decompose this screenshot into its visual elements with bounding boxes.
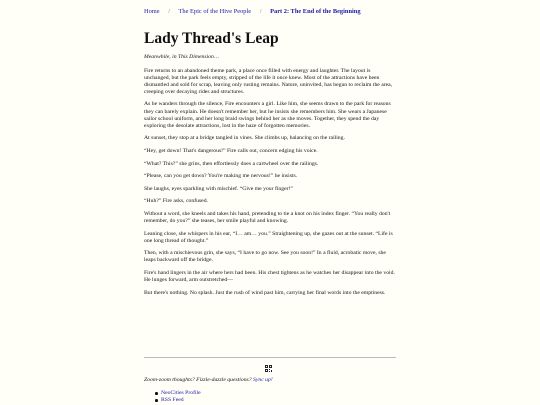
footer-links <box>155 390 201 404</box>
story-paragraph: “Please, can you get down? You're making me nervous!” he insists. <box>144 173 298 180</box>
story-paragraph: She laughs, eyes sparkling with mischief. “Give me your finger!” <box>144 185 293 192</box>
story-paragraph: “What? This?” she grins, then effortlessly does a cartwheel over the railings. <box>144 160 319 167</box>
story-paragraph: Without a word, she kneels and takes his hand, pretending to tie a knot on his index finger. “You really don't remember, do you?” she teases, her smile playful and knowing. <box>144 210 391 224</box>
story-content <box>144 54 396 302</box>
breadcrumb-separator: / <box>259 8 262 15</box>
contact-prompt-text: Zoom-zoom thoughts? Fizzle-dazzle questions? <box>144 377 252 383</box>
breadcrumb-home-link[interactable]: Home <box>144 8 160 15</box>
story-paragraph: Fire returns to an abandoned theme park, a place once filled with energy and laughter. The layout is unchanged, but the park feels empty, stripped of the life it once knew. Most of the attractions have been dismantled and sold for scrap, leaving only rusting remains. Nature, uninvited, has begun to reclaim the area, creeping over decaying rides and structures. <box>144 67 393 95</box>
footer-divider <box>144 357 396 358</box>
story-paragraph: But there's nothing. No splash. Just the rush of wind past him, carrying her final words into the emptiness. <box>144 289 386 296</box>
contact-prompt <box>144 377 273 384</box>
neocities-profile-link[interactable]: NeoCities Profile <box>161 390 201 396</box>
story-paragraph: At sunset, they stop at a bridge tangled in vines. She climbs up, balancing on the railing. <box>144 135 345 142</box>
page-title: Lady Thread's Leap <box>144 30 279 47</box>
breadcrumb-separator: / <box>168 8 171 15</box>
story-paragraph: Leaning close, she whispers in his ear, “I… am… you.” Straightening up, she gazes out at the sunset. “Life is one long thread of thought.” <box>144 230 393 244</box>
story-paragraph: “Hey, get down! That's dangerous!” Fire calls out, concern edging his voice. <box>144 147 318 154</box>
qr-code-icon[interactable] <box>265 365 272 372</box>
story-paragraph: Fire's hand lingers in the air where hers had been. His chest tightens as he watches her disappear into the void. He lunges forward, arm outstretched— <box>144 269 395 284</box>
rss-feed-link[interactable]: RSS Feed <box>161 397 184 403</box>
list-item <box>155 390 201 397</box>
intro-text: Meanwhile, in This Dimension… <box>144 54 219 60</box>
breadcrumb-series-link[interactable]: The Epic of the Hive People <box>178 8 252 15</box>
sync-up-link[interactable]: Sync up! <box>253 377 273 383</box>
story-paragraph: Then, with a mischievous grin, she says, “I have to go now. See you soon!” In a fluid, acrobatic move, she leaps backward off the bridge. <box>144 250 386 264</box>
story-paragraph: “Huh?” Fire asks, confused. <box>144 198 208 205</box>
story-paragraph: As he wanders through the silence, Fire encounters a girl. Like him, she seems drawn to the park for reasons they can barely explain. He doesn't remember her, but he insists she remembers him. She wears a Japanese sailor school uniform, and her long braid swings behind her as she moves. Together, they spend the day exploring the desolate attractions, lost in the haze of forgotten memories. <box>144 101 391 129</box>
breadcrumb <box>144 7 524 16</box>
list-item <box>155 397 201 404</box>
breadcrumb-current-link[interactable]: Part 2: The End of the Beginning <box>270 8 361 15</box>
